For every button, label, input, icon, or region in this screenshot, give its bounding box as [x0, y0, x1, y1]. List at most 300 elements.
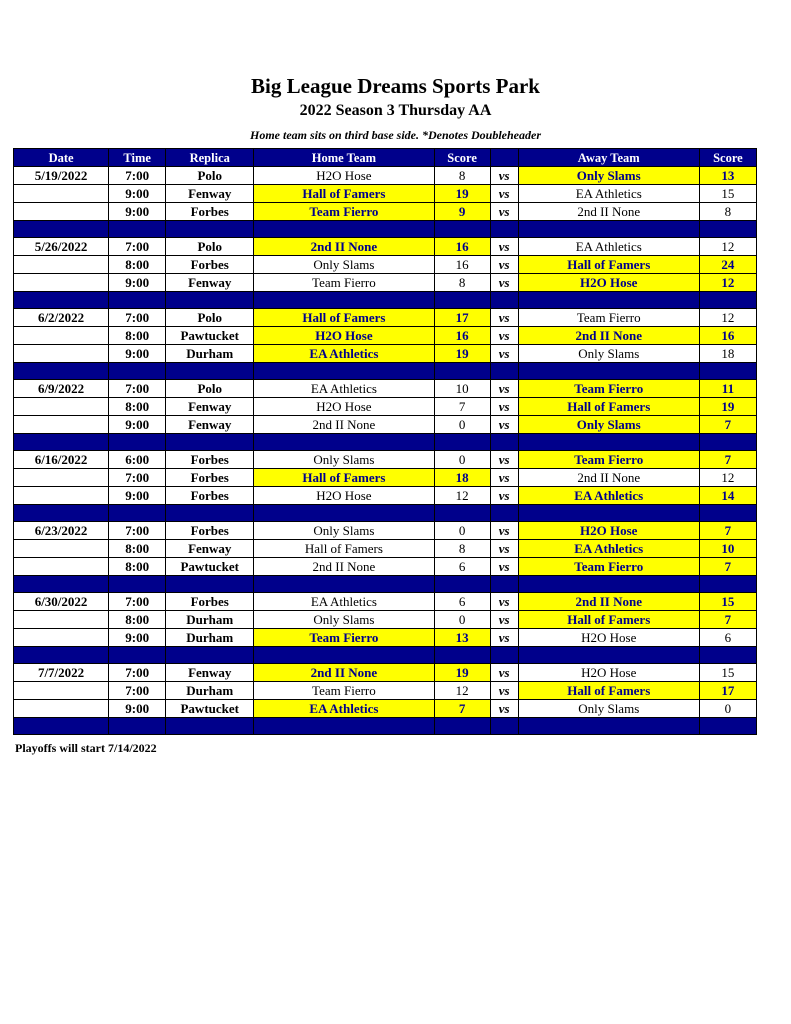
separator-cell — [109, 292, 166, 309]
game-date — [14, 487, 109, 505]
schedule-note: Home team sits on third base side. *Denotes Doubleheader — [250, 128, 541, 142]
away-score: 10 — [699, 540, 756, 558]
page-title: Big League Dreams Sports Park — [251, 74, 540, 98]
home-team: EA Athletics — [254, 700, 434, 718]
game-row — [14, 700, 757, 718]
vs-label: vs — [490, 238, 518, 256]
game-row — [14, 380, 757, 398]
away-team: EA Athletics — [518, 238, 699, 256]
game-field: Fenway — [166, 274, 254, 292]
home-team: EA Athletics — [254, 380, 434, 398]
game-field: Durham — [166, 682, 254, 700]
game-row — [14, 167, 757, 185]
away-team: EA Athletics — [518, 487, 699, 505]
game-time: 8:00 — [109, 540, 166, 558]
vs-label: vs — [490, 664, 518, 682]
table-header-row — [14, 149, 757, 167]
away-score: 17 — [699, 682, 756, 700]
game-row — [14, 203, 757, 221]
separator-cell — [699, 718, 756, 735]
separator-cell — [699, 576, 756, 593]
header-vs — [490, 149, 518, 167]
home-score: 6 — [434, 593, 490, 611]
separator-cell — [166, 434, 254, 451]
game-field: Forbes — [166, 203, 254, 221]
vs-label: vs — [490, 629, 518, 647]
separator-cell — [254, 718, 434, 735]
game-row — [14, 682, 757, 700]
header-away-team: Away Team — [518, 149, 699, 167]
separator-cell — [14, 576, 109, 593]
away-team: Team Fierro — [518, 451, 699, 469]
separator-cell — [699, 434, 756, 451]
home-team: Team Fierro — [254, 274, 434, 292]
separator-cell — [434, 221, 490, 238]
separator-cell — [434, 434, 490, 451]
home-score: 19 — [434, 345, 490, 363]
game-date: 6/16/2022 — [14, 451, 109, 469]
separator-cell — [490, 647, 518, 664]
home-score: 13 — [434, 629, 490, 647]
game-date — [14, 203, 109, 221]
away-score: 7 — [699, 611, 756, 629]
separator-cell — [699, 292, 756, 309]
separator-cell — [699, 363, 756, 380]
game-date: 7/7/2022 — [14, 664, 109, 682]
game-date — [14, 629, 109, 647]
separator-cell — [434, 718, 490, 735]
game-time: 7:00 — [109, 522, 166, 540]
separator-cell — [434, 505, 490, 522]
game-date — [14, 398, 109, 416]
away-score: 7 — [699, 558, 756, 576]
separator-cell — [518, 576, 699, 593]
vs-label: vs — [490, 309, 518, 327]
game-date — [14, 416, 109, 434]
game-time: 6:00 — [109, 451, 166, 469]
game-row — [14, 629, 757, 647]
away-score: 12 — [699, 238, 756, 256]
away-score: 15 — [699, 664, 756, 682]
away-score: 7 — [699, 522, 756, 540]
week-separator — [14, 505, 757, 522]
separator-cell — [109, 576, 166, 593]
vs-label: vs — [490, 416, 518, 434]
separator-cell — [14, 292, 109, 309]
separator-cell — [254, 505, 434, 522]
separator-cell — [14, 363, 109, 380]
game-field: Polo — [166, 309, 254, 327]
separator-cell — [166, 505, 254, 522]
game-row — [14, 345, 757, 363]
game-time: 7:00 — [109, 380, 166, 398]
game-time: 8:00 — [109, 398, 166, 416]
header-away-score: Score — [699, 149, 756, 167]
home-team: H2O Hose — [254, 167, 434, 185]
home-score: 10 — [434, 380, 490, 398]
separator-cell — [109, 718, 166, 735]
home-team: 2nd II None — [254, 664, 434, 682]
away-score: 7 — [699, 451, 756, 469]
separator-cell — [14, 647, 109, 664]
home-score: 8 — [434, 274, 490, 292]
separator-cell — [109, 505, 166, 522]
home-score: 0 — [434, 611, 490, 629]
game-date — [14, 558, 109, 576]
home-score: 16 — [434, 256, 490, 274]
away-team: Hall of Famers — [518, 256, 699, 274]
game-time: 7:00 — [109, 469, 166, 487]
game-field: Fenway — [166, 664, 254, 682]
away-team: Hall of Famers — [518, 611, 699, 629]
game-time: 9:00 — [109, 416, 166, 434]
separator-cell — [166, 292, 254, 309]
game-date: 6/23/2022 — [14, 522, 109, 540]
game-time: 7:00 — [109, 238, 166, 256]
separator-cell — [166, 647, 254, 664]
away-team: EA Athletics — [518, 540, 699, 558]
away-team: Team Fierro — [518, 558, 699, 576]
game-field: Fenway — [166, 540, 254, 558]
separator-cell — [518, 647, 699, 664]
home-score: 16 — [434, 238, 490, 256]
game-time: 8:00 — [109, 558, 166, 576]
away-team: Only Slams — [518, 700, 699, 718]
home-team: EA Athletics — [254, 345, 434, 363]
game-row — [14, 327, 757, 345]
home-team: Only Slams — [254, 611, 434, 629]
game-field: Forbes — [166, 487, 254, 505]
game-row — [14, 540, 757, 558]
home-team: H2O Hose — [254, 487, 434, 505]
home-team: Only Slams — [254, 451, 434, 469]
game-time: 7:00 — [109, 682, 166, 700]
home-team: Team Fierro — [254, 629, 434, 647]
vs-label: vs — [490, 593, 518, 611]
home-team: Team Fierro — [254, 203, 434, 221]
separator-cell — [699, 221, 756, 238]
game-date: 5/19/2022 — [14, 167, 109, 185]
separator-cell — [518, 221, 699, 238]
game-row — [14, 398, 757, 416]
away-team: Only Slams — [518, 167, 699, 185]
game-date — [14, 700, 109, 718]
home-score: 9 — [434, 203, 490, 221]
separator-cell — [109, 647, 166, 664]
header-home-team: Home Team — [254, 149, 434, 167]
away-score: 16 — [699, 327, 756, 345]
game-time: 9:00 — [109, 487, 166, 505]
separator-cell — [490, 292, 518, 309]
game-field: Pawtucket — [166, 700, 254, 718]
home-team: H2O Hose — [254, 327, 434, 345]
game-row — [14, 238, 757, 256]
game-row — [14, 558, 757, 576]
game-time: 9:00 — [109, 700, 166, 718]
home-score: 12 — [434, 682, 490, 700]
home-score: 8 — [434, 540, 490, 558]
away-team: Only Slams — [518, 416, 699, 434]
away-score: 12 — [699, 309, 756, 327]
game-date — [14, 327, 109, 345]
away-score: 15 — [699, 593, 756, 611]
game-row — [14, 185, 757, 203]
separator-cell — [434, 292, 490, 309]
separator-cell — [518, 718, 699, 735]
game-field: Forbes — [166, 469, 254, 487]
week-separator — [14, 292, 757, 309]
separator-cell — [434, 647, 490, 664]
vs-label: vs — [490, 274, 518, 292]
game-time: 9:00 — [109, 274, 166, 292]
separator-cell — [14, 221, 109, 238]
game-date — [14, 256, 109, 274]
home-score: 7 — [434, 398, 490, 416]
game-date — [14, 345, 109, 363]
separator-cell — [254, 221, 434, 238]
week-separator — [14, 647, 757, 664]
game-time: 7:00 — [109, 309, 166, 327]
vs-label: vs — [490, 398, 518, 416]
separator-cell — [518, 363, 699, 380]
separator-cell — [434, 576, 490, 593]
header-time: Time — [109, 149, 166, 167]
away-team: Hall of Famers — [518, 398, 699, 416]
home-score: 8 — [434, 167, 490, 185]
vs-label: vs — [490, 380, 518, 398]
game-field: Durham — [166, 629, 254, 647]
game-date — [14, 469, 109, 487]
separator-cell — [14, 505, 109, 522]
away-team: 2nd II None — [518, 469, 699, 487]
home-score: 19 — [434, 185, 490, 203]
game-date — [14, 185, 109, 203]
game-time: 7:00 — [109, 664, 166, 682]
game-field: Forbes — [166, 522, 254, 540]
game-row — [14, 487, 757, 505]
home-team: Hall of Famers — [254, 469, 434, 487]
separator-cell — [490, 363, 518, 380]
game-time: 7:00 — [109, 593, 166, 611]
separator-cell — [254, 434, 434, 451]
game-time: 9:00 — [109, 185, 166, 203]
separator-cell — [518, 434, 699, 451]
separator-cell — [518, 292, 699, 309]
home-team: Hall of Famers — [254, 540, 434, 558]
home-team: EA Athletics — [254, 593, 434, 611]
game-field: Polo — [166, 380, 254, 398]
away-team: H2O Hose — [518, 629, 699, 647]
separator-cell — [166, 718, 254, 735]
game-date: 6/30/2022 — [14, 593, 109, 611]
away-team: H2O Hose — [518, 274, 699, 292]
home-score: 18 — [434, 469, 490, 487]
game-field: Fenway — [166, 416, 254, 434]
header-date: Date — [14, 149, 109, 167]
away-score: 13 — [699, 167, 756, 185]
game-date — [14, 274, 109, 292]
away-score: 19 — [699, 398, 756, 416]
game-time: 8:00 — [109, 611, 166, 629]
home-score: 0 — [434, 522, 490, 540]
away-score: 15 — [699, 185, 756, 203]
season-subtitle: 2022 Season 3 Thursday AA — [299, 102, 492, 119]
game-row — [14, 593, 757, 611]
away-team: Team Fierro — [518, 309, 699, 327]
game-date — [14, 611, 109, 629]
game-field: Pawtucket — [166, 558, 254, 576]
separator-cell — [490, 434, 518, 451]
away-score: 12 — [699, 469, 756, 487]
separator-cell — [14, 434, 109, 451]
game-time: 9:00 — [109, 203, 166, 221]
home-team: Hall of Famers — [254, 185, 434, 203]
separator-cell — [14, 718, 109, 735]
vs-label: vs — [490, 451, 518, 469]
schedule-body — [14, 167, 757, 735]
vs-label: vs — [490, 682, 518, 700]
vs-label: vs — [490, 700, 518, 718]
vs-label: vs — [490, 203, 518, 221]
game-field: Fenway — [166, 398, 254, 416]
separator-cell — [166, 363, 254, 380]
separator-cell — [254, 576, 434, 593]
game-date: 5/26/2022 — [14, 238, 109, 256]
home-team: 2nd II None — [254, 558, 434, 576]
away-team: Team Fierro — [518, 380, 699, 398]
separator-cell — [518, 505, 699, 522]
away-score: 8 — [699, 203, 756, 221]
vs-label: vs — [490, 327, 518, 345]
home-team: Team Fierro — [254, 682, 434, 700]
game-row — [14, 274, 757, 292]
home-team: 2nd II None — [254, 238, 434, 256]
game-field: Pawtucket — [166, 327, 254, 345]
vs-label: vs — [490, 185, 518, 203]
separator-cell — [166, 576, 254, 593]
game-date: 6/2/2022 — [14, 309, 109, 327]
away-team: 2nd II None — [518, 593, 699, 611]
game-row — [14, 416, 757, 434]
game-field: Forbes — [166, 593, 254, 611]
week-separator — [14, 434, 757, 451]
home-score: 6 — [434, 558, 490, 576]
vs-label: vs — [490, 558, 518, 576]
game-row — [14, 309, 757, 327]
away-team: 2nd II None — [518, 327, 699, 345]
separator-cell — [254, 647, 434, 664]
game-time: 9:00 — [109, 345, 166, 363]
game-time: 7:00 — [109, 167, 166, 185]
week-separator — [14, 718, 757, 735]
game-field: Forbes — [166, 451, 254, 469]
away-team: Only Slams — [518, 345, 699, 363]
game-field: Forbes — [166, 256, 254, 274]
away-score: 7 — [699, 416, 756, 434]
vs-label: vs — [490, 345, 518, 363]
home-score: 12 — [434, 487, 490, 505]
game-date: 6/9/2022 — [14, 380, 109, 398]
game-field: Polo — [166, 167, 254, 185]
separator-cell — [490, 221, 518, 238]
separator-cell — [109, 221, 166, 238]
vs-label: vs — [490, 540, 518, 558]
week-separator — [14, 363, 757, 380]
away-score: 12 — [699, 274, 756, 292]
away-score: 0 — [699, 700, 756, 718]
game-row — [14, 611, 757, 629]
game-field: Durham — [166, 611, 254, 629]
game-time: 8:00 — [109, 327, 166, 345]
week-separator — [14, 221, 757, 238]
vs-label: vs — [490, 167, 518, 185]
vs-label: vs — [490, 256, 518, 274]
separator-cell — [490, 576, 518, 593]
home-team: 2nd II None — [254, 416, 434, 434]
game-time: 8:00 — [109, 256, 166, 274]
away-team: 2nd II None — [518, 203, 699, 221]
away-score: 18 — [699, 345, 756, 363]
game-field: Durham — [166, 345, 254, 363]
header-replica: Replica — [166, 149, 254, 167]
vs-label: vs — [490, 611, 518, 629]
home-team: H2O Hose — [254, 398, 434, 416]
away-score: 24 — [699, 256, 756, 274]
game-row — [14, 256, 757, 274]
away-team: Hall of Famers — [518, 682, 699, 700]
header-home-score: Score — [434, 149, 490, 167]
home-team: Hall of Famers — [254, 309, 434, 327]
separator-cell — [490, 718, 518, 735]
separator-cell — [699, 647, 756, 664]
game-field: Fenway — [166, 185, 254, 203]
game-row — [14, 664, 757, 682]
vs-label: vs — [490, 487, 518, 505]
separator-cell — [490, 505, 518, 522]
home-score: 17 — [434, 309, 490, 327]
home-score: 0 — [434, 416, 490, 434]
week-separator — [14, 576, 757, 593]
home-score: 0 — [434, 451, 490, 469]
home-score: 7 — [434, 700, 490, 718]
away-score: 11 — [699, 380, 756, 398]
separator-cell — [254, 363, 434, 380]
separator-cell — [109, 363, 166, 380]
separator-cell — [434, 363, 490, 380]
separator-cell — [254, 292, 434, 309]
away-score: 6 — [699, 629, 756, 647]
playoffs-note: Playoffs will start 7/14/2022 — [15, 741, 157, 755]
game-time: 9:00 — [109, 629, 166, 647]
game-row — [14, 522, 757, 540]
away-team: EA Athletics — [518, 185, 699, 203]
vs-label: vs — [490, 522, 518, 540]
home-score: 16 — [434, 327, 490, 345]
home-team: Only Slams — [254, 522, 434, 540]
schedule-table — [13, 148, 757, 735]
game-date — [14, 682, 109, 700]
away-team: H2O Hose — [518, 522, 699, 540]
vs-label: vs — [490, 469, 518, 487]
separator-cell — [699, 505, 756, 522]
game-row — [14, 469, 757, 487]
home-score: 19 — [434, 664, 490, 682]
separator-cell — [166, 221, 254, 238]
game-date — [14, 540, 109, 558]
home-team: Only Slams — [254, 256, 434, 274]
game-field: Polo — [166, 238, 254, 256]
away-team: H2O Hose — [518, 664, 699, 682]
